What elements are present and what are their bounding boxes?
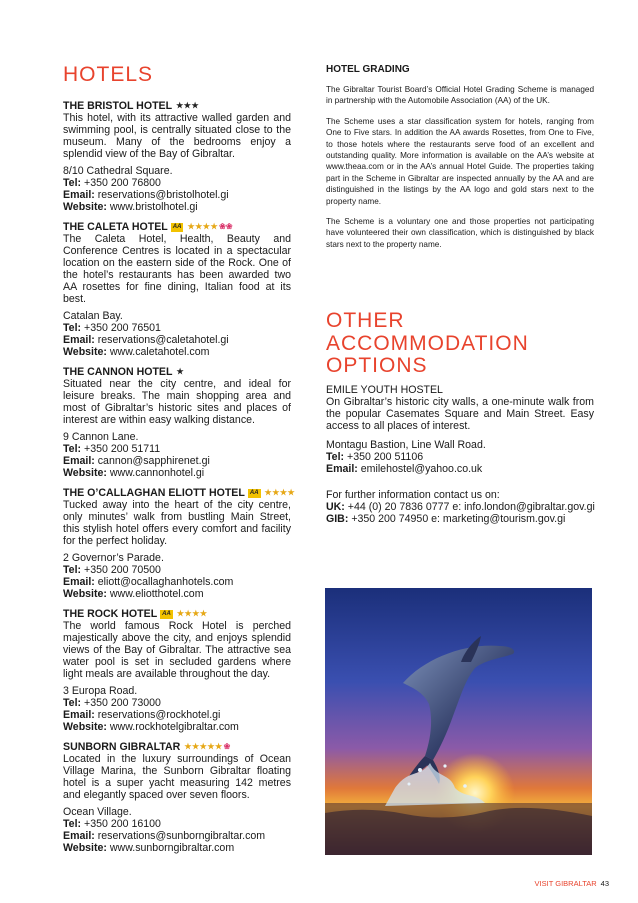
hotel-ocallaghan-eliott: [63, 487, 296, 601]
website-label: Website:: [63, 588, 107, 601]
star-icon: ★★★★★: [184, 742, 223, 752]
email-label: Email:: [63, 830, 95, 843]
hotel-email[interactable]: eliott@ocallaghanhotels.com: [97, 576, 234, 589]
hotel-description: The Caleta Hotel, Health, Beauty and Conference Centres is located in a spectacular location on the eastern side of the Rock. One of the hotel’s restaurants has been awarded two AA rosettes for fine dining, Italian food at its best.: [63, 233, 291, 306]
hotel-tel: +350 200 76501: [84, 322, 161, 335]
hotel-description: Tucked away into the heart of the city centre, only minutes’ walk from bustling Main Street, this stylish hotel offers every comfort and facility for the perfect holiday.: [63, 499, 291, 548]
tel-label: Tel:: [63, 697, 82, 710]
website-label: Website:: [63, 721, 107, 734]
aa-logo: AA: [249, 489, 259, 496]
page-footer: [535, 879, 609, 888]
uk-label: UK:: [326, 500, 345, 513]
hotel-bristol: [63, 100, 291, 213]
hotel-address: 9 Cannon Lane.: [63, 431, 139, 444]
page-number: 43: [600, 879, 609, 888]
email-label: Email:: [63, 709, 95, 722]
tel-label: Tel:: [326, 450, 345, 463]
hotel-sunborn: [63, 741, 291, 854]
rosette-icon: ❀❀: [219, 222, 233, 232]
hotel-tel: +350 200 70500: [84, 564, 161, 577]
aa-logo: AA: [162, 610, 171, 617]
footer-brand: VISIT GIBRALTAR: [534, 879, 597, 888]
website-label: Website:: [63, 842, 107, 855]
email-label: Email:: [63, 576, 95, 589]
hotel-description: Situated near the city centre, and ideal for leisure breaks. The main shopping area and most of Gibraltar’s historic sites and places of interest are within easy walking distance.: [63, 378, 291, 427]
star-icon: ★★★: [176, 101, 200, 111]
hotel-email[interactable]: cannon@sapphirenet.gi: [97, 455, 210, 468]
grading-paragraph: The Scheme uses a star classification system for hotels, ranging from One to Five stars. In addition the AA awards Rosettes, from One to Five, to those hotels where the restaurants serve food of an excellent and outstanding quality. More information is available on the AA’s website at www.theaa.com or in the AA’s annual Hotel Guide. The properties taking part in the Scheme in Gibraltar are inspected annually by the AA and are distinguished in the listings by the AA logo and gold stars next to the property name.: [326, 116, 594, 206]
website-label: Website:: [63, 467, 107, 480]
hotel-rock: [63, 608, 291, 733]
hotel-name: THE CANNON HOTEL: [63, 366, 173, 379]
hotels-column: [63, 63, 296, 862]
right-column: [326, 64, 594, 525]
further-information: [326, 489, 594, 525]
hotel-email[interactable]: reservations@sunborngibraltar.com: [97, 830, 266, 843]
tel-label: Tel:: [63, 177, 82, 190]
hotel-website[interactable]: www.bristolhotel.gi: [109, 201, 198, 214]
gib-label: GIB:: [326, 512, 349, 525]
hotel-tel: +350 200 76800: [84, 177, 161, 190]
email-label: Email:: [326, 462, 358, 475]
hotel-email[interactable]: reservations@caletahotel.gi: [97, 334, 229, 347]
rosette-icon: ❀: [223, 742, 231, 752]
hotel-address: 3 Europa Road.: [63, 685, 138, 698]
other-accommodation-heading: OTHER ACCOMMODATION OPTIONS: [326, 309, 529, 378]
star-icon: ★★★★: [264, 488, 296, 498]
email-label: Email:: [63, 455, 95, 468]
hotel-description: The world famous Rock Hotel is perched majestically above the city, and enjoys splendid views of the Bay of Gibraltar. The attractive sea water pool is set in secluded gardens where light meals are available throughout the day.: [63, 620, 291, 681]
dolphin-sunset-image: [325, 588, 592, 855]
star-icon: ★★★★: [187, 222, 219, 232]
hotel-name: THE CALETA HOTEL: [63, 221, 168, 234]
aa-logo: AA: [172, 223, 182, 230]
hotel-email[interactable]: reservations@rockhotel.gi: [97, 709, 221, 722]
hotel-email[interactable]: reservations@bristolhotel.gi: [97, 189, 229, 202]
tel-label: Tel:: [63, 443, 82, 456]
hotel-caleta: [63, 221, 291, 358]
hotel-address: 8/10 Cathedral Square.: [63, 165, 173, 178]
dolphin-sunset-photo: [325, 588, 592, 855]
grading-heading: HOTEL GRADING: [326, 64, 410, 75]
email-label: Email:: [63, 189, 95, 202]
hotel-website[interactable]: www.cannonhotel.gi: [109, 467, 205, 480]
tel-label: Tel:: [63, 322, 82, 335]
star-icon: ★★★★: [176, 609, 208, 619]
hotels-heading: HOTELS: [63, 63, 154, 86]
email-label: Email:: [63, 334, 95, 347]
gib-contact: +350 200 74950 e: marketing@tourism.gov.gi: [351, 512, 566, 525]
hotel-website[interactable]: www.sunborngibraltar.com: [109, 842, 235, 855]
further-intro: For further information contact us on:: [326, 488, 500, 501]
hotel-cannon: [63, 366, 291, 479]
hotel-website[interactable]: www.caletahotel.com: [109, 346, 210, 359]
website-label: Website:: [63, 201, 107, 214]
hotel-website[interactable]: www.rockhotelgibraltar.com: [109, 721, 239, 734]
hotel-address: Ocean Village.: [63, 806, 132, 819]
hotel-name: THE BRISTOL HOTEL: [63, 100, 173, 113]
grading-paragraph: The Scheme is a voluntary one and those properties not participating have volunteered their own classification, which is distinguished by black stars next to the property name.: [326, 217, 594, 249]
hotel-address: Catalan Bay.: [63, 310, 123, 323]
hostel-name: EMILE YOUTH HOSTEL: [326, 383, 443, 396]
hostel-tel: +350 200 51106: [347, 450, 424, 463]
tel-label: Tel:: [63, 564, 82, 577]
hotel-name: THE ROCK HOTEL: [63, 608, 158, 621]
hostel-address: Montagu Bastion, Line Wall Road.: [326, 438, 486, 451]
hotel-tel: +350 200 73000: [84, 697, 161, 710]
hotel-tel: +350 200 16100: [84, 818, 161, 831]
hotel-tel: +350 200 51711: [84, 443, 161, 456]
hostel-email[interactable]: emilehostel@yahoo.co.uk: [360, 462, 483, 475]
hostel-description: On Gibraltar’s historic city walls, a one-minute walk from the popular Casemates Square and Main Street. Easy access to all places of interest.: [326, 395, 594, 432]
grading-paragraph: The Gibraltar Tourist Board’s Official Hotel Grading Scheme is managed in partnership with the Automobile Association (AA) of the UK.: [326, 85, 594, 106]
tel-label: Tel:: [63, 818, 82, 831]
star-icon: ★: [176, 367, 185, 377]
hotel-description: Located in the luxury surroundings of Ocean Village Marina, the Sunborn Gibraltar floating hotel is a super yacht measuring 142 metres and elegantly spaced over seven floors.: [63, 753, 291, 802]
uk-contact: +44 (0) 20 7836 0777 e: info.london@gibraltar.gov.gi: [347, 500, 595, 513]
website-label: Website:: [63, 346, 107, 359]
hotel-description: This hotel, with its attractive walled garden and swimming pool, is centrally situated close to the museum. Many of the bedrooms enjoy a splendid view of the Bay of Gibraltar.: [63, 112, 291, 161]
hotel-website[interactable]: www.eliotthotel.com: [109, 588, 204, 601]
hotel-address: 2 Governor’s Parade.: [63, 552, 164, 565]
hotel-name: THE O’CALLAGHAN ELIOTT HOTEL: [63, 487, 245, 500]
hotel-name: SUNBORN GIBRALTAR: [63, 741, 181, 754]
